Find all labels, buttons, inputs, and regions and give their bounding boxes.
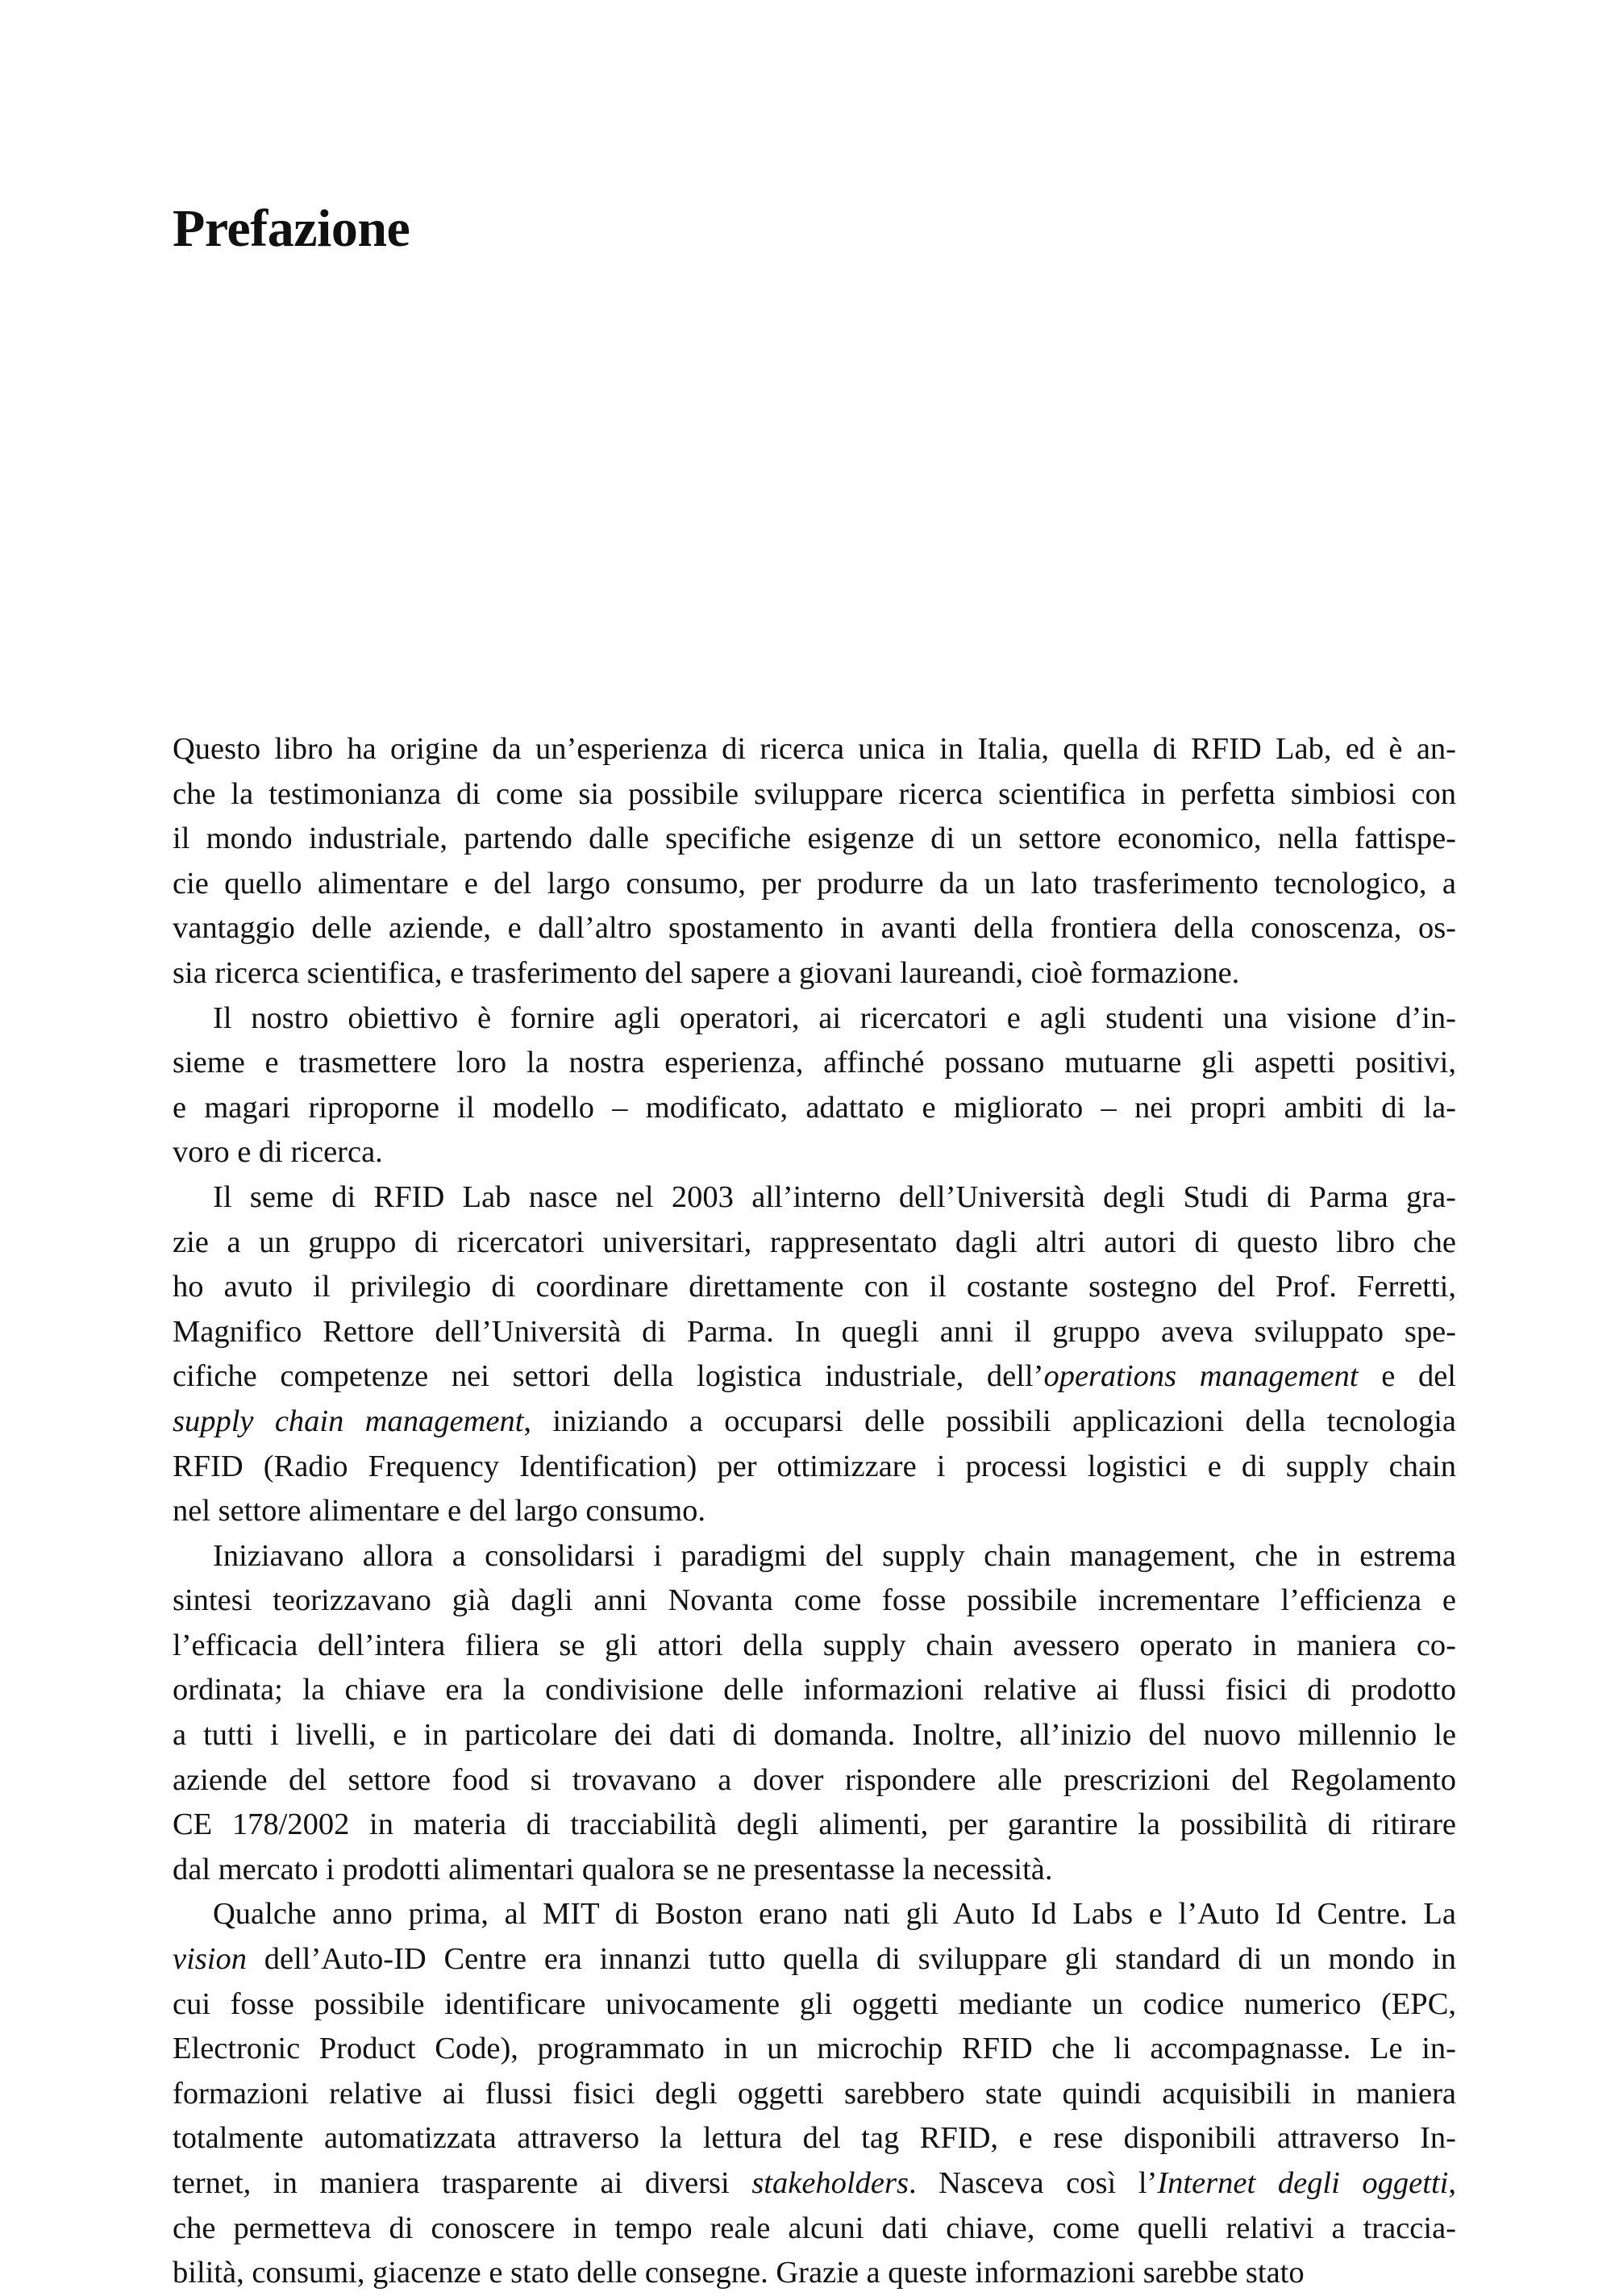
italic-text: vision bbox=[173, 1942, 247, 1977]
text-line bbox=[173, 1400, 1456, 1445]
paragraph bbox=[173, 1534, 1456, 1893]
italic-text: Internet degli oggetti bbox=[1157, 2166, 1449, 2200]
text-run: a tutti i livelli, e in particolare dei dati di domanda. Inoltre, all’inizio del nuovo millennio le bbox=[173, 1718, 1456, 1753]
text-run: voro e di ricerca. bbox=[173, 1135, 383, 1170]
text-run: e magari riproporne il modello – modificato, adattato e migliorato – nei propri ambiti di la- bbox=[173, 1090, 1456, 1125]
text-line bbox=[173, 862, 1456, 907]
text-line bbox=[173, 1086, 1456, 1131]
text-run: Electronic Product Code), programmato in un microchip RFID che li accompagnasse. Le in- bbox=[173, 2032, 1456, 2066]
text-run: cui fosse possibile identificare univocamente gli oggetti mediante un codice numerico (EPC, bbox=[173, 1986, 1456, 2021]
text-line bbox=[173, 1489, 1456, 1534]
paragraph bbox=[173, 727, 1456, 996]
page-title: Prefazione bbox=[173, 199, 410, 258]
text-run: Il seme di RFID Lab nasce nel 2003 all’interno dell’Università degli Studi di Parma gra- bbox=[213, 1179, 1456, 1214]
text-run: Il nostro obiettivo è fornire agli operatori, ai ricercatori e agli studenti una visione d’in- bbox=[213, 1000, 1456, 1035]
text-line bbox=[173, 1803, 1456, 1848]
paragraph bbox=[173, 1175, 1456, 1534]
text-run: Magnifico Rettore dell’Università di Parma. In quegli anni il gruppo aveva sviluppato spe- bbox=[173, 1314, 1456, 1349]
italic-text: stakeholders bbox=[751, 2166, 909, 2200]
text-run: Iniziavano allora a consolidarsi i paradigmi del supply chain management, che in estrema bbox=[213, 1538, 1456, 1573]
text-run: sintesi teorizzavano già dagli anni Novanta come fosse possibile incrementare l’efficienza e bbox=[173, 1583, 1456, 1618]
text-run: e del bbox=[1358, 1359, 1456, 1394]
body-text bbox=[173, 727, 1456, 2296]
text-line bbox=[173, 1624, 1456, 1669]
text-line bbox=[173, 1175, 1456, 1221]
text-line bbox=[173, 1892, 1456, 1937]
text-run: RFID (Radio Frequency Identification) per ottimizzare i processi logistici e di supply chain bbox=[173, 1449, 1456, 1483]
text-line bbox=[173, 1578, 1456, 1624]
text-run: zie a un gruppo di ricercatori universitari, rappresentato dagli altri autori di questo libro che bbox=[173, 1225, 1456, 1259]
text-line bbox=[173, 1937, 1456, 1982]
text-run: nel settore alimentare e del largo consumo. bbox=[173, 1494, 706, 1529]
paragraph bbox=[173, 1892, 1456, 2295]
text-line bbox=[173, 2027, 1456, 2072]
text-line bbox=[173, 2072, 1456, 2117]
text-run: aziende del settore food si trovavano a dover rispondere alle prescrizioni del Regolamento bbox=[173, 1762, 1456, 1797]
text-run: bilità, consumi, giacenze e stato delle consegne. Grazie a queste informazioni sarebbe stato bbox=[173, 2256, 1305, 2290]
text-run: Qualche anno prima, al MIT di Boston erano nati gli Auto Id Labs e l’Auto Id Centre. La bbox=[213, 1897, 1456, 1932]
text-run: ordinata; la chiave era la condivisione delle informazioni relative ai flussi fisici di prodotto bbox=[173, 1673, 1456, 1707]
text-run: dell’Auto-ID Centre era innanzi tutto quella di sviluppare gli standard di un mondo in bbox=[246, 1942, 1456, 1977]
text-line bbox=[173, 1445, 1456, 1490]
text-line bbox=[173, 1668, 1456, 1713]
text-run: cie quello alimentare e del largo consumo, per produrre da un lato trasferimento tecnologico, a bbox=[173, 866, 1456, 901]
text-run: totalmente automatizzata attraverso la lettura del tag RFID, e rese disponibili attraverso In- bbox=[173, 2121, 1456, 2156]
text-run: cifiche competenze nei settori della logistica industriale, dell’ bbox=[173, 1359, 1044, 1394]
text-run: che la testimonianza di come sia possibile sviluppare ricerca scientifica in perfetta simbiosi con bbox=[173, 776, 1456, 811]
text-run: ho avuto il privilegio di coordinare direttamente con il costante sostegno del Prof. Ferretti, bbox=[173, 1270, 1456, 1304]
text-line bbox=[173, 1758, 1456, 1803]
text-line bbox=[173, 1848, 1456, 1893]
text-run: vantaggio delle aziende, e dall’altro spostamento in avanti della frontiera della conoscenza, os- bbox=[173, 911, 1456, 946]
text-line bbox=[173, 1982, 1456, 2028]
text-line bbox=[173, 951, 1456, 996]
text-line bbox=[173, 1130, 1456, 1175]
text-run: Questo libro ha origine da un’esperienza di ricerca unica in Italia, quella di RFID Lab, ed è an- bbox=[173, 732, 1456, 766]
text-line bbox=[173, 1713, 1456, 1758]
text-line bbox=[173, 2161, 1456, 2207]
text-line bbox=[173, 2251, 1456, 2296]
text-line bbox=[173, 996, 1456, 1042]
text-run: sia ricerca scientifica, e trasferimento del sapere a giovani laureandi, cioè formazione. bbox=[173, 955, 1240, 990]
text-line bbox=[173, 1310, 1456, 1355]
text-run: , bbox=[1448, 2166, 1456, 2200]
italic-text: supply chain management bbox=[173, 1404, 524, 1438]
italic-text: operations management bbox=[1043, 1359, 1359, 1394]
text-line bbox=[173, 2116, 1456, 2161]
paragraph bbox=[173, 996, 1456, 1175]
text-run: che permetteva di conoscere in tempo reale alcuni dati chiave, come quelli relativi a traccia- bbox=[173, 2211, 1456, 2245]
text-line bbox=[173, 1041, 1456, 1086]
text-line bbox=[173, 906, 1456, 951]
text-run: CE 178/2002 in materia di tracciabilità degli alimenti, per garantire la possibilità di ritirare bbox=[173, 1807, 1456, 1842]
text-run: ternet, in maniera trasparente ai diversi bbox=[173, 2166, 752, 2200]
text-line bbox=[173, 2207, 1456, 2252]
text-line bbox=[173, 1221, 1456, 1266]
text-line bbox=[173, 1354, 1456, 1400]
text-run: l’efficacia dell’intera filiera se gli attori della supply chain avessero operato in maniera co- bbox=[173, 1628, 1456, 1662]
text-run: . Nasceva così l’ bbox=[908, 2166, 1158, 2200]
text-line bbox=[173, 727, 1456, 772]
text-run: , iniziando a occuparsi delle possibili applicazioni della tecnologia bbox=[523, 1404, 1456, 1438]
text-line bbox=[173, 817, 1456, 862]
text-line bbox=[173, 772, 1456, 817]
text-run: formazioni relative ai flussi fisici degli oggetti sarebbero state quindi acquisibili in maniera bbox=[173, 2076, 1456, 2111]
text-line bbox=[173, 1534, 1456, 1579]
text-line bbox=[173, 1265, 1456, 1310]
text-run: sieme e trasmettere loro la nostra esperienza, affinché possano mutuarne gli aspetti positivi, bbox=[173, 1046, 1456, 1080]
text-run: dal mercato i prodotti alimentari qualora se ne presentasse la necessità. bbox=[173, 1852, 1053, 1886]
text-run: il mondo industriale, partendo dalle specifiche esigenze di un settore economico, nella fattispe- bbox=[173, 821, 1456, 856]
